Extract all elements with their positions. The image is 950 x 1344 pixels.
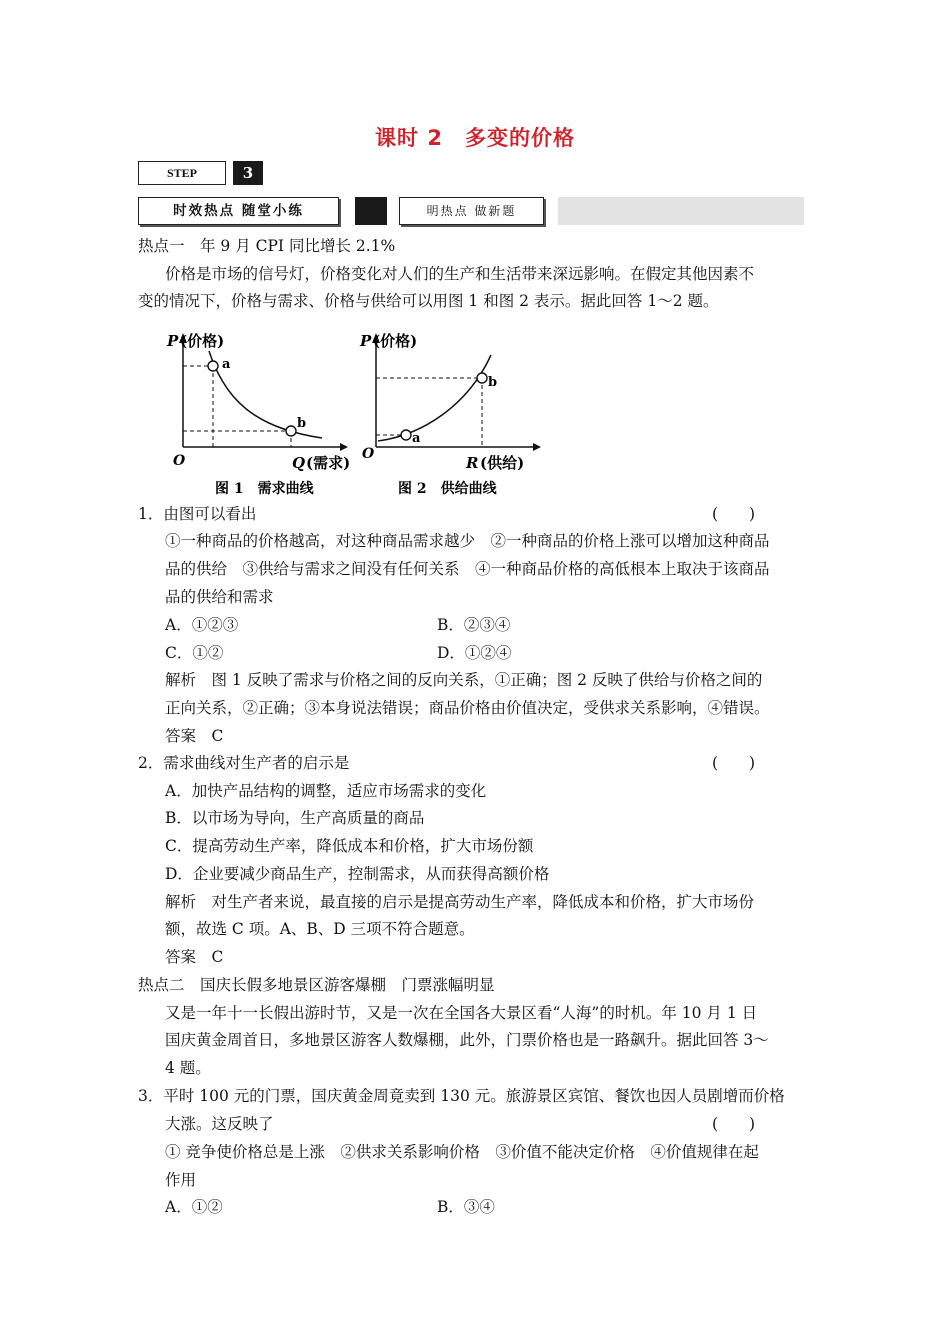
fig1-p-label: P [167, 332, 179, 350]
fig1-q-unit: (需求) [306, 454, 351, 472]
q2-analysis-line2: 额，故选 C 项。A、B、D 三项不符合题意。 [165, 920, 475, 938]
q1-statements-line1: ①一种商品的价格越高，对这种商品需求越少 ②一种商品的价格上涨可以增加这种商品 [165, 532, 770, 550]
fig1-point-b [286, 426, 296, 436]
q1-statements-line3: 品的供给和需求 [165, 588, 274, 606]
hot2-heading: 热点二 国庆长假多地景区游客爆棚 门票涨幅明显 [138, 976, 495, 994]
figure1-demand-curve [165, 325, 355, 500]
fig1-point-a [208, 361, 218, 371]
hot2-intro-line3: 4 题。 [165, 1059, 211, 1077]
q2-option-a: A．加快产品结构的调整，适应市场需求的变化 [165, 782, 487, 800]
q3-stem-line2: 大涨。这反映了 [165, 1115, 274, 1133]
fig2-r-label: R [466, 454, 479, 472]
q1-statements-line2: 品的供给 ③供给与需求之间没有任何关系 ④一种商品价格的高低根本上取决于该商品 [165, 560, 770, 578]
hot1-intro-line1: 价格是市场的信号灯，价格变化对人们的生产和生活带来深远影响。在假定其他因素不 [165, 265, 755, 283]
fig1-a-label: a [222, 357, 231, 372]
fig2-point-b [477, 373, 487, 383]
hot1-heading: 热点一 年 9 月 CPI 同比增长 2.1% [138, 237, 396, 255]
fig2-point-a [401, 430, 411, 440]
q2-stem: 2．需求曲线对生产者的启示是 [138, 754, 350, 772]
q2-analysis-line1: 解析 对生产者来说，最直接的启示是提高劳动生产率，降低成本和价格，扩大市场份 [165, 893, 755, 911]
q1-analysis-line1: 解析 图 1 反映了需求与价格之间的反向关系，①正确；图 2 反映了供给与价格之间的 [165, 671, 763, 689]
q1-option-a: A．①②③ [165, 616, 239, 634]
step-number: 3 [233, 161, 263, 185]
page-title: 课时 2 多变的价格 [375, 126, 575, 150]
hot1-intro-line2: 变的情况下，价格与需求、价格与供给可以用图 1 和图 2 表示。据此回答 1～2 题。 [138, 292, 719, 310]
q2-option-c: C．提高劳动生产率，降低成本和价格，扩大市场份额 [165, 837, 534, 855]
q3-stem-line1: 3．平时 100 元的门票，国庆黄金周竟卖到 130 元。旅游景区宾馆、餐饮也因人员剧增而价格 [138, 1087, 785, 1105]
fig1-caption: 图 1 需求曲线 [215, 481, 314, 497]
q2-option-b: B．以市场为导向，生产高质量的商品 [165, 809, 425, 827]
fig2-p-unit: (价格) [373, 332, 418, 350]
fig1-q-label: Q [292, 454, 306, 472]
fig2-origin: O [362, 446, 375, 462]
q2-option-d: D．企业要减少商品生产，控制需求，从而获得高额价格 [165, 865, 550, 883]
q2-answer: 答案 C [165, 948, 224, 966]
q1-answer-paren: ( ) [712, 505, 756, 523]
q3-answer-paren: ( ) [712, 1115, 756, 1133]
fig1-x-arrow [340, 443, 348, 451]
fig1-p-unit: (价格) [180, 332, 225, 350]
section-bar-left: 时效热点 随堂小练 [138, 197, 339, 225]
fig2-a-label: a [412, 431, 421, 446]
q2-answer-paren: ( ) [712, 754, 756, 772]
q1-analysis-line2: 正向关系，②正确；③本身说法错误；商品价格由价值决定，受供求关系影响，④错误。 [165, 699, 770, 717]
section-bar-right: 明热点 做新题 [399, 197, 544, 225]
hot2-intro-line2: 国庆黄金周首日，多地景区游客人数爆棚，此外，门票价格也是一路飙升。据此回答 3～ [165, 1031, 769, 1049]
q1-option-d: D．①②④ [437, 644, 512, 662]
hot2-intro-line1: 又是一年十一长假出游时节，又是一次在全国各大景区看“人海”的时机。年 10 月 1 日 [165, 1004, 758, 1022]
fig2-x-arrow [533, 443, 541, 451]
fig2-b-label: b [488, 375, 498, 390]
q3-statements-line2: 作用 [165, 1171, 197, 1189]
fig2-caption: 图 2 供给曲线 [398, 481, 497, 497]
q1-option-b: B．②③④ [437, 616, 511, 634]
section-bar-filler [558, 197, 804, 225]
q1-answer: 答案 C [165, 727, 224, 745]
fig2-supply-curve [378, 355, 491, 441]
step-label: STEP [138, 161, 226, 185]
q1-option-c: C．①② [165, 644, 224, 662]
q3-option-b: B．③④ [437, 1198, 495, 1216]
q3-statements-line1: ① 竞争使价格总是上涨 ②供求关系影响价格 ③价值不能决定价格 ④价值规律在起 [165, 1143, 759, 1161]
q1-stem: 1．由图可以看出 [138, 505, 257, 523]
figure2-supply-curve [358, 325, 548, 500]
fig1-origin: O [173, 453, 186, 469]
q3-option-a: A．①② [165, 1198, 223, 1216]
fig2-p-label: P [360, 332, 372, 350]
fig1-b-label: b [297, 416, 307, 431]
section-bar-divider [355, 197, 387, 225]
fig2-r-unit: (供给) [480, 454, 525, 472]
